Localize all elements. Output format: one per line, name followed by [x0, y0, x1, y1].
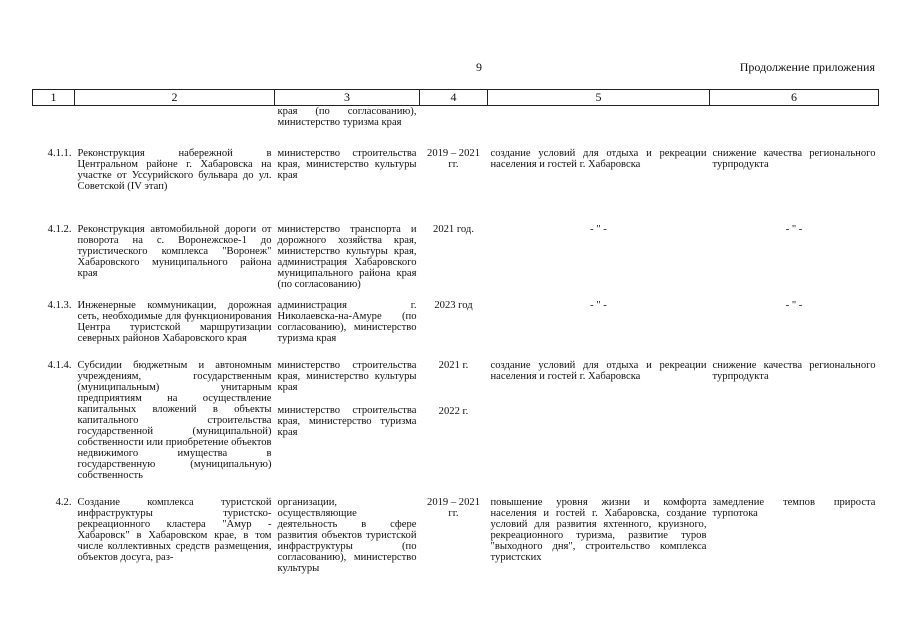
executor: министерство строительства края, министерство культуры края	[277, 148, 417, 181]
term-2021: 2021 г.	[438, 360, 469, 371]
expected-result: создание условий для отдыха и рекреации населения и гостей г. Хабаровска	[490, 360, 707, 382]
consequence: - " -	[785, 224, 803, 235]
row-number: 4.1.2.	[47, 224, 72, 235]
measures-table	[32, 89, 879, 574]
measure-name: Инженерные коммуникации, дорожная сеть, необходимые для функционирования Центра туристской маршрутизации северных районов Хабаровского края	[77, 300, 272, 344]
table-row	[33, 148, 879, 192]
table-row	[33, 497, 879, 574]
consequence: замедление темпов прироста турпотока	[712, 497, 876, 519]
consequence: снижение качества регионального турпродукта	[712, 360, 876, 382]
term: 2019 – 2021 гг.	[427, 497, 480, 519]
executor: организации, осуществляющие деятельность в сфере развития объектов туристской инфраструктуры (по согласованию), министерство культуры	[277, 497, 417, 574]
continuation-label: Продолжение приложения	[739, 60, 875, 74]
term: 2021 год.	[433, 224, 474, 235]
page-number: 9	[476, 60, 482, 74]
column-header-4: 4	[420, 90, 488, 106]
column-header-6: 6	[710, 90, 879, 106]
expected-result: - " -	[590, 224, 607, 235]
table-row	[33, 224, 879, 290]
term	[420, 360, 488, 481]
column-numbers-row	[33, 90, 879, 106]
term: 2023 год	[434, 300, 473, 311]
table-row	[33, 300, 879, 344]
measure-name: Создание комплекса туристской инфраструктуры туристско-рекреационного кластера "Амур - Хабаровск" в Хабаровском крае, в том числе коллективных средств размещения, объектов досуга, раз-	[77, 497, 272, 563]
row-number: 4.1.1.	[47, 148, 72, 159]
column-header-2: 2	[75, 90, 275, 106]
column-header-5: 5	[488, 90, 710, 106]
carry-over-executor: края (по согласованию), министерство туризма края	[277, 106, 417, 128]
consequence: снижение качества регионального турпродукта	[712, 148, 876, 170]
executor-2022: министерство строительства края, министерство туризма края	[277, 405, 417, 438]
expected-result: повышение уровня жизни и комфорта населения и гостей г. Хабаровска, создание условий для развития яхтенного, круизного, рекреационного туризма, развитие туров "выходного дня", строительство комплекса туристских	[490, 497, 707, 563]
term: 2019 – 2021 гг.	[427, 148, 480, 170]
executor: администрация г. Николаевска-на-Амуре (по согласованию), министерство туризма края	[277, 300, 417, 344]
measure-name: Реконструкция набережной в Центральном районе г. Хабаровска на участке от Уссурийского бульвара до ул. Советской (IV этап)	[77, 148, 272, 192]
row-number: 4.1.3.	[47, 300, 72, 311]
executor: министерство транспорта и дорожного хозяйства края, министерство культуры края, администрация Хабаровского муниципального района края (по согласованию)	[277, 224, 417, 290]
term-2022: 2022 г.	[438, 406, 469, 417]
column-header-3: 3	[275, 90, 420, 106]
carry-over-row	[33, 106, 879, 129]
row-number: 4.2.	[55, 497, 72, 508]
consequence: - " -	[785, 300, 803, 311]
executor	[275, 360, 420, 481]
expected-result: создание условий для отдыха и рекреации населения и гостей г. Хабаровска	[490, 148, 707, 170]
expected-result: - " -	[590, 300, 607, 311]
row-number: 4.1.4.	[47, 360, 72, 371]
column-header-1: 1	[33, 90, 75, 106]
measure-name: Субсидии бюджетным и автономным учреждениям, государственным (муниципальным) унитарным предприятиям на осуществление капитальных вложений в объекты капитального строительства государственной (муниципальной) собственности или приобретение объектов недвижимого имущества в государственную (муниципальную) собственность	[77, 360, 272, 481]
measure-name: Реконструкция автомобильной дороги от поворота на с. Воронежское-1 до туристического комплекса "Воронеж" Хабаровского муниципального района края	[77, 224, 272, 279]
table-row	[33, 360, 879, 481]
executor-2021: министерство строительства края, министерство культуры края	[277, 360, 417, 393]
